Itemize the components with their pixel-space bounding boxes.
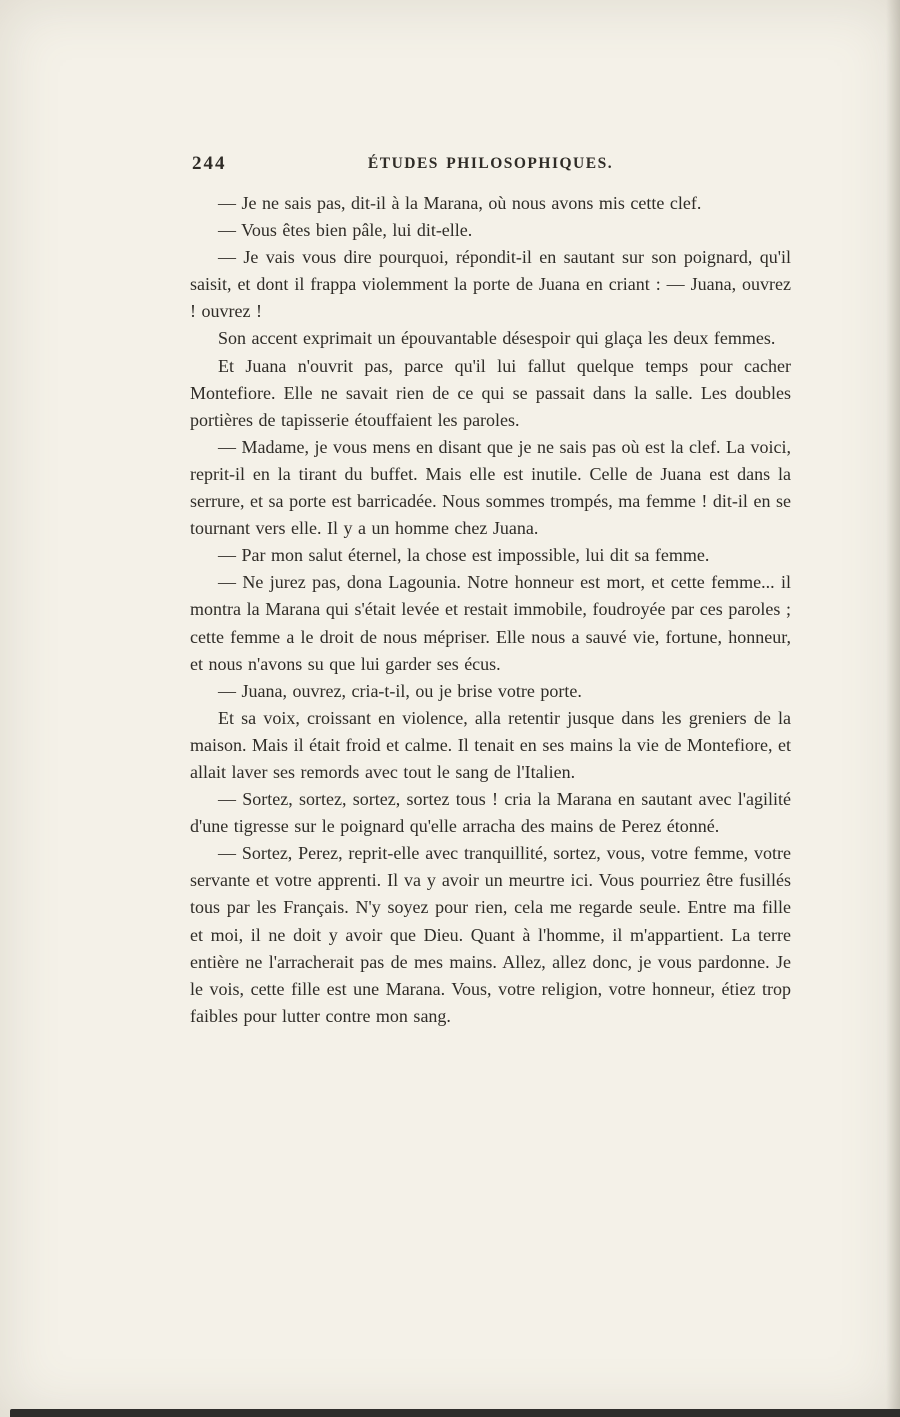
paragraph: — Vous êtes bien pâle, lui dit-elle. bbox=[218, 220, 473, 241]
paragraph: Et sa voix, croissant en violence, alla retentir jusque dans les greniers de la maison. Mais il était froid et calme. Il tenait en ses mains la vie de Montefiore, et allait laver ses remords avec tout le sang de l'Italien. bbox=[190, 707, 791, 782]
paragraph: — Sortez, sortez, sortez, sortez tous ! cria la Marana en sautant avec l'agilité d'une tigresse sur le poignard qu'elle arracha des mains de Perez étonné. bbox=[190, 789, 791, 837]
running-header bbox=[190, 152, 791, 182]
paragraph: — Madame, je vous mens en disant que je ne sais pas où est la clef. La voici, reprit-il en la tirant du buffet. Mais elle est inutile. Celle de Juana est dans la serrure, et sa porte est barricadée. Nous sommes trompés, ma femme ! dit-il en se tournant vers elle. Il y a un homme chez Juana. bbox=[190, 436, 791, 539]
paragraph: — Je vais vous dire pourquoi, répondit-il en sautant sur son poignard, qu'il saisit, et dont il frappa violemment la porte de Juana en criant : — Juana, ouvrez ! ouvrez ! bbox=[190, 247, 791, 322]
running-title: ÉTUDES PHILOSOPHIQUES. bbox=[367, 155, 614, 172]
page-number: 244 bbox=[192, 153, 227, 174]
paragraph: — Sortez, Perez, reprit-elle avec tranquillité, sortez, vous, votre femme, votre servante et votre apprenti. Il va y avoir un meurtre ici. Vous pourriez être fusillés tous par les Français. N'y soyez pour rien, cela me regarde seule. Entre ma fille et moi, il ne doit y avoir que Dieu. Quant à l'homme, il m'appartient. La terre entière ne l'arracherait pas de mes mains. Allez, allez donc, je vous pardonne. Je le vois, cette fille est une Marana. Vous, votre religion, votre honneur, étiez trop faibles pour lutter contre mon sang. bbox=[190, 843, 791, 1026]
paragraph: — Juana, ouvrez, cria-t-il, ou je brise votre porte. bbox=[218, 680, 582, 701]
paragraph: Son accent exprimait un épouvantable désespoir qui glaça les deux femmes. bbox=[218, 328, 776, 349]
scan-shadow bbox=[886, 0, 900, 1417]
scan-edge bbox=[10, 1409, 900, 1417]
paragraph: — Par mon salut éternel, la chose est impossible, lui dit sa femme. bbox=[218, 545, 710, 566]
text-block bbox=[190, 152, 791, 1030]
paragraph: — Ne jurez pas, dona Lagounia. Notre honneur est mort, et cette femme... il montra la Marana qui s'était levée et restait immobile, foudroyée par ces paroles ; cette femme a le droit de nous mépriser. Elle nous a sauvé vie, fortune, honneur, et nous n'avons su que lui garder ses écus. bbox=[190, 572, 791, 674]
paragraph: Et Juana n'ouvrit pas, parce qu'il lui fallut quelque temps pour cacher Montefiore. Elle ne savait rien de ce qui se passait dans la salle. Les doubles portières de tapisserie étouffaient les paroles. bbox=[190, 355, 791, 430]
paragraph: — Je ne sais pas, dit-il à la Marana, où nous avons mis cette clef. bbox=[218, 193, 702, 213]
page-body bbox=[190, 190, 791, 1030]
